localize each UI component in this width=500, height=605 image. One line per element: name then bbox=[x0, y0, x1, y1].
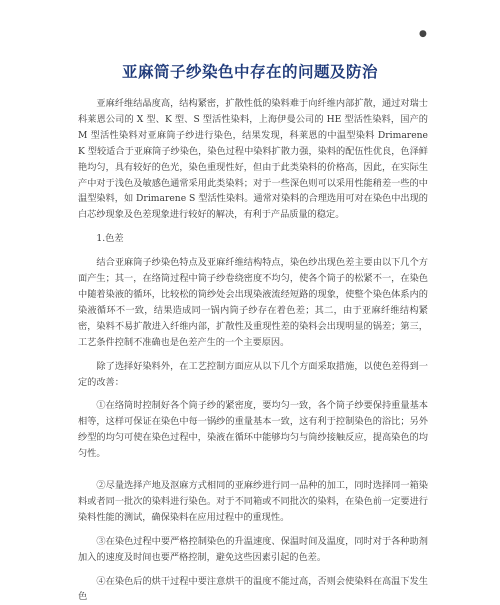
measure-4-paragraph: ④在染色后的烘干过程中要注意烘干的温度不能过高，否则会使染料在高温下发生色 bbox=[78, 575, 428, 603]
intro-paragraph: 亚麻纤维结晶度高，结构紧密，扩散性低的染料难于向纤维内部扩散，通过对瑞士科莱恩公司的 X 型、K 型、S 型活性染料，上海伊曼公司的 HE 型活性染料，国产的 M 型活性染料对亚麻筒子纱进行染色，结果发现，科莱恩的中温型染料 Drimarene K 型较适合于亚麻筒子纱染色，染色过程中染料扩散力强，染料的配伍性优良，色泽鲜艳均匀，具有较好的色光，染色重现性好，但由于此类染料的价格高，因此，在实际生产中对于浅色及敏感色通常采用此类染料；对于一些深色则可以采用性能稍差一些的中温型染料，如 Drimarene S 型活性染料。通常对染料的合理选用可对在染色中出现的白芯纱现象及色差现象进行较好的解决，有利于产品质量的稳定。 bbox=[78, 98, 428, 221]
document-title: 亚麻筒子纱染色中存在的问题及防治 bbox=[121, 63, 378, 81]
color-diff-causes-paragraph: 结合亚麻筒子纱染色特点及亚麻纤维结构特点，染色纱出现色差主要由以下几个方面产生；其一，在络筒过程中筒子纱卷绕密度不均匀，使各个筒子的松紧不一，在染色中随着染液的循环，比较松的筒纱处会出现染液流经短路的现象，使整个染色体系内的染液循环不一致，结果造成同一锅内筒子纱存在着色差；其二，由于亚麻纤维结构紧密，染料不易扩散进入纤维内部，扩散性及重现性差的染料会出现明显的锅差；第三，工艺条件控制不准确也是色差产生的一个主要原因。 bbox=[78, 257, 428, 348]
corner-mark: ● bbox=[419, 29, 427, 39]
document-body bbox=[78, 96, 428, 605]
measures-intro-paragraph: 除了选择好染料外，在工艺控制方面应从以下几个方面采取措施，以使色差得到一定的改善： bbox=[78, 360, 428, 388]
measure-1-paragraph: ①在络筒时控制好各个筒子纱的紧密度，要均匀一致，各个筒子纱要保持重量基本相等，这样可保证在染色中每一锅纱的重量基本一致，这有利于控制染色的浴比；另外纱型的均匀可使在染色过程中，染液在循环中能够均匀与筒纱接触反应，提高染色的均匀性。 bbox=[78, 400, 428, 460]
measure-2-paragraph: ②尽量选择产地及沤麻方式相同的亚麻纱进行同一品种的加工，同时选择同一箱染料或者同一批次的染料进行染色。对于不同箱或不同批次的染料，在染色前一定要进行染料性能的测试，确保染料在应用过程中的重现性。 bbox=[78, 480, 428, 523]
section-heading: 1.色差 bbox=[96, 233, 124, 245]
measure-3-paragraph: ③在染色过程中要严格控制染色的升温速度、保温时间及温度，同时对于各种助剂加入的速度及时间也要严格控制，避免这些因素引起的色差。 bbox=[78, 535, 428, 563]
